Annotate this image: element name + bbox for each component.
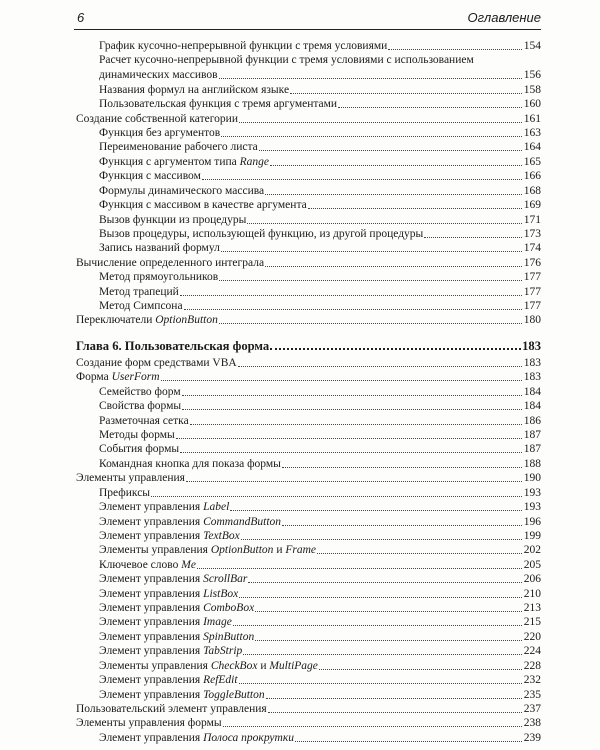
leader-dots xyxy=(221,246,522,252)
toc-section-part1 xyxy=(76,39,541,327)
leader-dots xyxy=(239,592,522,598)
toc-entry-label: Функция с аргументом типа xyxy=(99,155,240,168)
toc-entry-label: Элемент управления xyxy=(99,688,204,701)
toc-entry-label: Запись названий формул xyxy=(99,242,220,255)
toc-entry-code-term: Me xyxy=(181,558,196,571)
toc-entry-label: Создание форм средствами VBA xyxy=(76,356,237,369)
leader-dots xyxy=(388,44,522,50)
toc-entry-text xyxy=(99,529,240,543)
toc-entry[interactable] xyxy=(76,586,541,600)
toc-page-number: 239 xyxy=(523,731,541,744)
toc-entry-text xyxy=(99,457,281,471)
toc-entry[interactable] xyxy=(76,456,541,470)
toc-page-number: 158 xyxy=(523,83,541,96)
toc-entry-text xyxy=(99,270,218,284)
toc-page-number: 186 xyxy=(523,414,541,427)
toc-entry-text xyxy=(99,500,229,514)
toc-entry[interactable] xyxy=(76,413,541,427)
leader-dots xyxy=(219,318,522,324)
toc-page-number: 188 xyxy=(523,457,541,470)
toc-entry[interactable] xyxy=(76,241,541,255)
toc-entry[interactable] xyxy=(76,154,541,168)
leader-dots xyxy=(233,620,522,626)
toc-entry-code-term: MultiPage xyxy=(269,659,318,672)
toc-entry-code-term: OptionButton xyxy=(210,544,274,557)
toc-page-number: 156 xyxy=(523,69,541,82)
leader-dots xyxy=(239,678,522,684)
toc-entry-label: Элемент управления xyxy=(99,630,204,643)
toc-entry[interactable] xyxy=(76,644,541,658)
toc-entry-text xyxy=(76,471,185,485)
toc-page-number: 237 xyxy=(523,703,541,715)
toc-entry-code-term: ToggleButton xyxy=(203,688,265,701)
toc-entry-label: Пользовательская функция с тремя аргументами xyxy=(99,98,338,111)
toc-entry-text xyxy=(99,587,238,601)
leader-dots xyxy=(186,476,522,482)
toc-section-part2 xyxy=(76,355,541,744)
toc-entry-label: Элементы управления xyxy=(99,544,211,557)
toc-entry-label: Пользовательский элемент управления xyxy=(76,703,267,715)
toc-entry-label: Разметочная сетка xyxy=(99,414,189,427)
leader-dots xyxy=(282,462,522,468)
toc-page-number: 171 xyxy=(523,213,541,226)
toc-entry-label: Названия формул на английском языке xyxy=(99,83,290,96)
leader-dots xyxy=(180,290,522,296)
leader-dots xyxy=(270,343,521,350)
toc-entry[interactable] xyxy=(76,183,541,197)
toc-entry-label: Элемент управления xyxy=(99,529,204,542)
leader-dots xyxy=(239,117,522,123)
leader-dots xyxy=(241,534,522,540)
toc-page-number: 177 xyxy=(523,271,541,284)
toc-entry-text xyxy=(99,659,318,673)
toc-page-number: 220 xyxy=(523,630,541,643)
toc-entry[interactable] xyxy=(76,601,541,615)
leader-dots xyxy=(248,577,522,583)
toc-entry-label: Переименование рабочего листа xyxy=(99,141,258,154)
leader-dots xyxy=(282,520,522,526)
toc-entry-label: Элемент управления xyxy=(99,587,204,600)
toc-entry-code-term: UserForm xyxy=(111,371,160,384)
toc-entry-label: Элемент управления xyxy=(99,616,204,629)
leader-dots xyxy=(295,736,522,742)
toc-entry[interactable] xyxy=(76,658,541,672)
toc-entry-label: Семейство форм xyxy=(99,385,181,398)
toc-entry-code-term: OptionButton xyxy=(155,314,218,327)
toc-entry[interactable] xyxy=(76,702,541,716)
toc-page-number: 210 xyxy=(523,587,541,600)
toc-entry[interactable] xyxy=(76,557,541,571)
toc-entry-text xyxy=(99,169,201,183)
toc-entry-label: Элемент управления xyxy=(99,602,204,615)
toc-entry-text xyxy=(99,630,254,644)
toc-entry-code-term: Полоса прокрутки xyxy=(203,731,294,744)
toc-page-number: 228 xyxy=(523,659,541,672)
toc-entry-label: Создание собственной категории xyxy=(76,112,238,125)
toc-page-number: 232 xyxy=(523,674,541,687)
toc-entry[interactable] xyxy=(76,313,541,327)
toc-page-number: 177 xyxy=(523,300,541,313)
toc-entry[interactable] xyxy=(76,673,541,687)
toc-page-number: 168 xyxy=(523,184,541,197)
toc-entry-label: Переключатели xyxy=(76,314,156,327)
leader-dots xyxy=(243,649,522,655)
toc-entry[interactable] xyxy=(76,39,541,53)
toc-entry-text xyxy=(76,256,264,270)
toc-entry[interactable] xyxy=(76,716,541,730)
toc-entry[interactable] xyxy=(76,169,541,183)
toc-entry[interactable] xyxy=(76,384,541,398)
toc-entry[interactable] xyxy=(76,111,541,125)
toc-entry-label: Элемент управления xyxy=(99,573,204,586)
leader-dots xyxy=(238,361,522,367)
toc-entry[interactable] xyxy=(76,572,541,586)
leader-dots xyxy=(221,131,522,137)
chapter-title: Глава 6. Пользовательская форма xyxy=(76,339,270,354)
toc-entry-text xyxy=(99,731,294,745)
toc-entry[interactable] xyxy=(76,82,541,96)
leader-dots xyxy=(247,218,522,224)
toc-entry-text xyxy=(99,688,265,702)
toc-entry[interactable] xyxy=(76,615,541,629)
table-of-contents xyxy=(76,39,541,745)
leader-dots xyxy=(182,390,522,396)
chapter-heading[interactable] xyxy=(76,337,541,353)
toc-page-number: 193 xyxy=(523,486,541,499)
toc-entry-text xyxy=(99,155,269,169)
leader-dots xyxy=(197,563,522,569)
toc-entry-text xyxy=(99,39,387,53)
toc-entry[interactable] xyxy=(76,730,541,744)
toc-entry-text xyxy=(99,558,196,572)
leader-dots xyxy=(266,693,522,699)
leader-dots xyxy=(151,491,522,497)
toc-entry-label: Вызов процедуры, использующей функцию, из другой процедуры xyxy=(99,227,424,240)
leader-dots xyxy=(255,635,522,641)
toc-entry-label: Префиксы xyxy=(99,486,151,499)
toc-entry-code-term: Range xyxy=(239,155,269,168)
toc-entry-text xyxy=(99,227,423,241)
toc-entry-line: динамических массивов xyxy=(99,69,218,82)
leader-dots xyxy=(317,548,522,554)
leader-dots xyxy=(265,261,522,267)
toc-entry-code-term: ListBox xyxy=(203,587,239,600)
toc-page-number: 190 xyxy=(523,472,541,485)
toc-page-number: 184 xyxy=(523,385,541,398)
leader-dots xyxy=(202,174,522,180)
toc-entry[interactable] xyxy=(76,198,541,212)
toc-entry-code-term: Frame xyxy=(285,544,317,557)
toc-entry-label: Функция с массивом xyxy=(99,170,201,183)
toc-entry-code-term: Image xyxy=(203,616,232,629)
toc-entry[interactable] xyxy=(76,227,541,241)
toc-entry-code-term: TextBox xyxy=(203,529,240,542)
toc-entry-label: Элементы управления xyxy=(76,472,185,485)
toc-entry-text xyxy=(99,615,232,629)
toc-entry[interactable] xyxy=(76,399,541,413)
leader-dots xyxy=(265,189,522,195)
toc-entry-text xyxy=(99,572,247,586)
toc-entry-label: Функция без аргументов xyxy=(99,126,221,139)
toc-entry-text xyxy=(76,716,222,730)
toc-page-number: 161 xyxy=(523,112,541,125)
toc-entry-code-term: ComboBox xyxy=(203,602,255,615)
toc-entry-label: Метод Симпсона xyxy=(99,300,183,313)
toc-entry-label: Свойства формы xyxy=(99,400,182,413)
toc-entry-code-term: TabStrip xyxy=(203,645,243,658)
toc-entry-text xyxy=(99,83,289,97)
toc-entry-text xyxy=(99,97,337,111)
toc-page-number: 183 xyxy=(523,371,541,384)
toc-entry-text xyxy=(99,241,220,255)
toc-page-number: 173 xyxy=(523,227,541,240)
toc-entry-text xyxy=(76,702,267,716)
toc-entry[interactable] xyxy=(76,97,541,111)
toc-entry-label: События формы xyxy=(99,443,180,456)
toc-entry-label: График кусочно-непрерывной функции с тремя условиями xyxy=(99,40,388,53)
chapter-page-number: 183 xyxy=(522,339,541,354)
leader-dots xyxy=(219,275,522,281)
header-title: Оглавление xyxy=(467,10,541,25)
toc-entry-text xyxy=(99,213,246,227)
toc-page-number: 180 xyxy=(523,314,541,327)
toc-entry-label: Ключевое слово xyxy=(99,558,182,571)
toc-entry-text xyxy=(99,126,220,140)
toc-page-number: 176 xyxy=(523,256,541,269)
toc-entry-label: Элемент управления xyxy=(99,515,204,528)
toc-entry-text xyxy=(76,112,238,126)
toc-entry-code-term: Label xyxy=(203,501,230,514)
toc-page-number: 169 xyxy=(523,199,541,212)
toc-entry-label-connector: и xyxy=(273,544,286,557)
toc-page-number: 205 xyxy=(523,558,541,571)
toc-page-number: 202 xyxy=(523,544,541,557)
toc-entry-text xyxy=(76,313,218,327)
toc-entry-code-term: SpinButton xyxy=(203,630,255,643)
toc-entry-text xyxy=(99,285,179,299)
toc-entry-label: Методы формы xyxy=(99,428,175,441)
toc-entry[interactable] xyxy=(76,53,541,82)
toc-page-number: 174 xyxy=(523,242,541,255)
leader-dots xyxy=(190,419,522,425)
toc-entry[interactable] xyxy=(76,255,541,269)
leader-dots xyxy=(184,304,522,310)
toc-entry[interactable] xyxy=(76,500,541,514)
toc-entry-line: Расчет кусочно-непрерывной функции с тремя условиями с использованием xyxy=(99,54,474,67)
toc-page-number: 187 xyxy=(523,443,541,456)
toc-entry-text xyxy=(99,644,242,658)
toc-entry-label: Формулы динамического массива xyxy=(99,184,265,197)
leader-dots xyxy=(255,606,522,612)
toc-entry-code-term: ScrollBar xyxy=(203,573,248,586)
toc-entry-text xyxy=(99,428,175,442)
toc-entry-text xyxy=(99,184,264,198)
toc-page-number: 224 xyxy=(523,645,541,658)
toc-entry[interactable] xyxy=(76,299,541,313)
toc-entry-text xyxy=(99,198,307,212)
toc-entry-label: Элементы управления xyxy=(99,659,211,672)
toc-page-number: 215 xyxy=(523,616,541,629)
leader-dots xyxy=(176,433,522,439)
toc-page-number: 184 xyxy=(523,400,541,413)
toc-entry-text xyxy=(99,543,316,557)
toc-page-number: 193 xyxy=(523,501,541,514)
leader-dots xyxy=(219,73,522,79)
toc-page-number: 164 xyxy=(523,141,541,154)
toc-entry-text xyxy=(99,601,254,615)
toc-page-number: 199 xyxy=(523,529,541,542)
toc-entry-label: Вызов функции из процедуры xyxy=(99,213,247,226)
toc-entry-label-connector: и xyxy=(257,659,270,672)
leader-dots xyxy=(182,404,522,410)
toc-entry-text xyxy=(99,486,150,500)
toc-entry-text xyxy=(99,299,183,313)
toc-entry-text xyxy=(99,53,523,82)
toc-entry-text xyxy=(99,140,258,154)
toc-entry-label: Вычисление определенного интеграла xyxy=(76,256,265,269)
leader-dots xyxy=(319,664,522,670)
toc-entry-code-term: CommandButton xyxy=(203,515,282,528)
toc-entry-label: Метод трапеций xyxy=(99,285,179,298)
toc-entry-label: Метод прямоугольников xyxy=(99,271,219,284)
toc-entry[interactable] xyxy=(76,428,541,442)
toc-entry-code-term: CheckBox xyxy=(210,659,258,672)
toc-entry-text xyxy=(76,356,237,370)
toc-page-number: 163 xyxy=(523,126,541,139)
toc-page-number: 187 xyxy=(523,428,541,441)
toc-entry-text xyxy=(99,399,181,413)
toc-entry[interactable] xyxy=(76,140,541,154)
toc-entry-label: Элемент управления xyxy=(99,674,204,687)
leader-dots xyxy=(338,102,522,108)
toc-entry[interactable] xyxy=(76,370,541,384)
toc-entry-label: Элемент управления xyxy=(99,731,204,744)
toc-entry[interactable] xyxy=(76,355,541,369)
toc-entry[interactable] xyxy=(76,543,541,557)
leader-dots xyxy=(180,447,522,453)
leader-dots xyxy=(270,160,522,166)
toc-entry-text xyxy=(76,370,160,384)
toc-entry[interactable] xyxy=(76,442,541,456)
leader-dots xyxy=(308,203,522,209)
toc-entry-code-term: RefEdit xyxy=(203,674,238,687)
toc-page-number: 177 xyxy=(523,285,541,298)
toc-entry[interactable] xyxy=(76,284,541,298)
toc-entry-bottom xyxy=(99,68,523,82)
toc-page-number: 238 xyxy=(523,717,541,730)
leader-dots xyxy=(230,505,522,511)
toc-page-number: 183 xyxy=(523,356,541,369)
leader-dots xyxy=(223,721,522,727)
toc-entry[interactable] xyxy=(76,270,541,284)
toc-entry[interactable] xyxy=(76,485,541,499)
toc-entry[interactable] xyxy=(76,514,541,528)
toc-page-number: 166 xyxy=(523,170,541,183)
toc-page-number: 154 xyxy=(523,40,541,53)
leader-dots xyxy=(290,88,522,94)
running-header xyxy=(74,9,541,30)
toc-entry[interactable] xyxy=(76,687,541,701)
toc-page-number: 206 xyxy=(523,573,541,586)
toc-entry-text xyxy=(99,385,181,399)
leader-dots xyxy=(424,232,522,238)
toc-page-number: 165 xyxy=(523,155,541,168)
toc-entry-text xyxy=(99,442,179,456)
toc-entry-label: Элементы управления формы xyxy=(76,717,222,730)
toc-entry-text xyxy=(99,673,238,687)
leader-dots xyxy=(259,145,522,151)
toc-entry-text xyxy=(99,414,189,428)
leader-dots xyxy=(268,707,522,713)
toc-page-number: 196 xyxy=(523,515,541,528)
toc-page-number: 213 xyxy=(523,602,541,615)
toc-entry[interactable] xyxy=(76,212,541,226)
toc-page-number: 235 xyxy=(523,688,541,701)
toc-entry-text xyxy=(99,515,281,529)
toc-entry[interactable] xyxy=(76,471,541,485)
page-number: 6 xyxy=(77,10,85,25)
toc-entry-label: Элемент управления xyxy=(99,501,204,514)
toc-entry[interactable] xyxy=(76,529,541,543)
toc-entry-label: Форма xyxy=(76,371,112,384)
toc-entry[interactable] xyxy=(76,126,541,140)
toc-entry[interactable] xyxy=(76,629,541,643)
toc-entry-label: Функция с массивом в качестве аргумента xyxy=(99,199,307,212)
leader-dots xyxy=(161,375,522,381)
toc-entry-label: Командная кнопка для показа формы xyxy=(99,457,281,470)
toc-page-number: 160 xyxy=(523,98,541,111)
toc-entry-label: Элемент управления xyxy=(99,645,204,658)
